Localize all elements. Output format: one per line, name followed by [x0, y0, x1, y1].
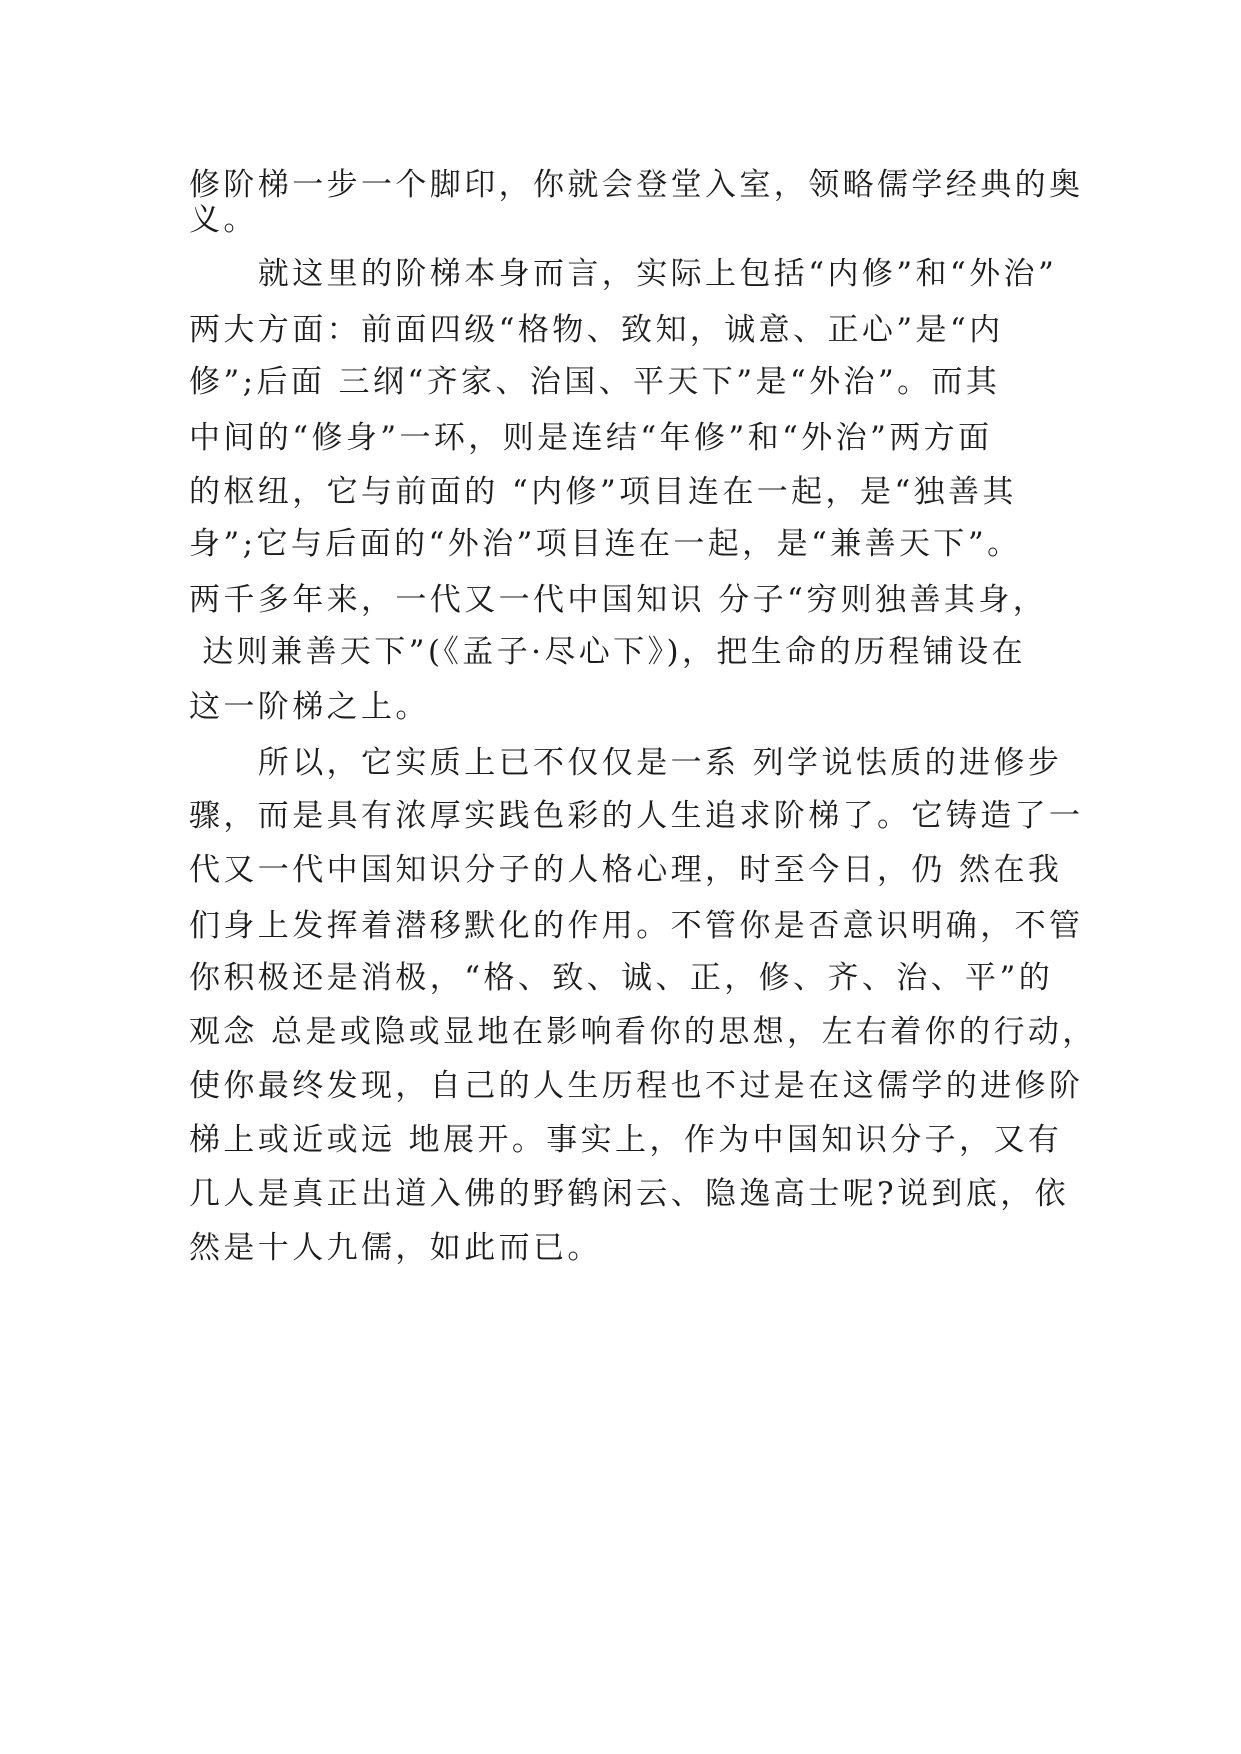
text-line: 中间的“修身”一环，则是连结“年修”和“外治”两方面: [189, 420, 993, 456]
text-line: 梯上或近或远 地展开。事实上，作为中国知识分子，又有: [189, 1122, 1063, 1158]
text-line: 然是十人九儒，如此而已。: [189, 1230, 602, 1266]
text-line: 达则兼善天下”(《孟子·尽心下》)，把生命的历程铺设在: [189, 634, 1026, 670]
text-line: 这一阶梯之上。: [189, 689, 430, 725]
text-line: 代又一代中国知识分子的人格心理，时至今日，仍 然在我: [189, 852, 1063, 888]
text-line: 所以，它实质上已不仅仅是一系 列学说怯质的进修步: [189, 745, 1063, 781]
text-line: 身”;它与后面的“外治”项目连在一起，是“兼善天下”。: [189, 526, 1022, 562]
text-line: 两千多年来，一代又一代中国知识 分子“穷则独善其身，: [189, 582, 1048, 618]
text-line: 修”;后面 三纲“齐家、治国、平天下”是“外治”。而其: [189, 364, 1001, 400]
text-line: 几人是真正出道入佛的野鹤闲云、隐逸高士呢?说到底，依: [189, 1176, 1070, 1212]
text-line: 就这里的阶梯本身而言，实际上包括“内修”和“外治”: [189, 256, 1058, 292]
text-line: 的枢纽，它与前面的 “内修”项目连在一起，是“独善其: [189, 474, 1017, 510]
text-line: 观念 总是或隐或显地在影响看你的思想，左右着你的行动，: [189, 1014, 1097, 1050]
text-line: 使你最终发现，自己的人生历程也不过是在这儒学的进修阶: [189, 1068, 1084, 1104]
text-line: 们身上发挥着潜移默化的作用。不管你是否意识明确，不管: [189, 908, 1084, 944]
text-line: 骤，而是具有浓厚实践色彩的人生追求阶梯了。它铸造了一: [189, 798, 1084, 834]
text-line: 你积极还是消极，“格、致、诚、正，修、齐、治、平”的: [189, 960, 1054, 996]
text-line: 修阶梯一步一个脚印，你就会登堂入室，领略儒学经典的奥: [189, 167, 1084, 203]
text-line: 两大方面：前面四级“格物、致知，诚意、正心”是“内: [189, 312, 1004, 348]
text-line: 义。: [189, 202, 258, 238]
